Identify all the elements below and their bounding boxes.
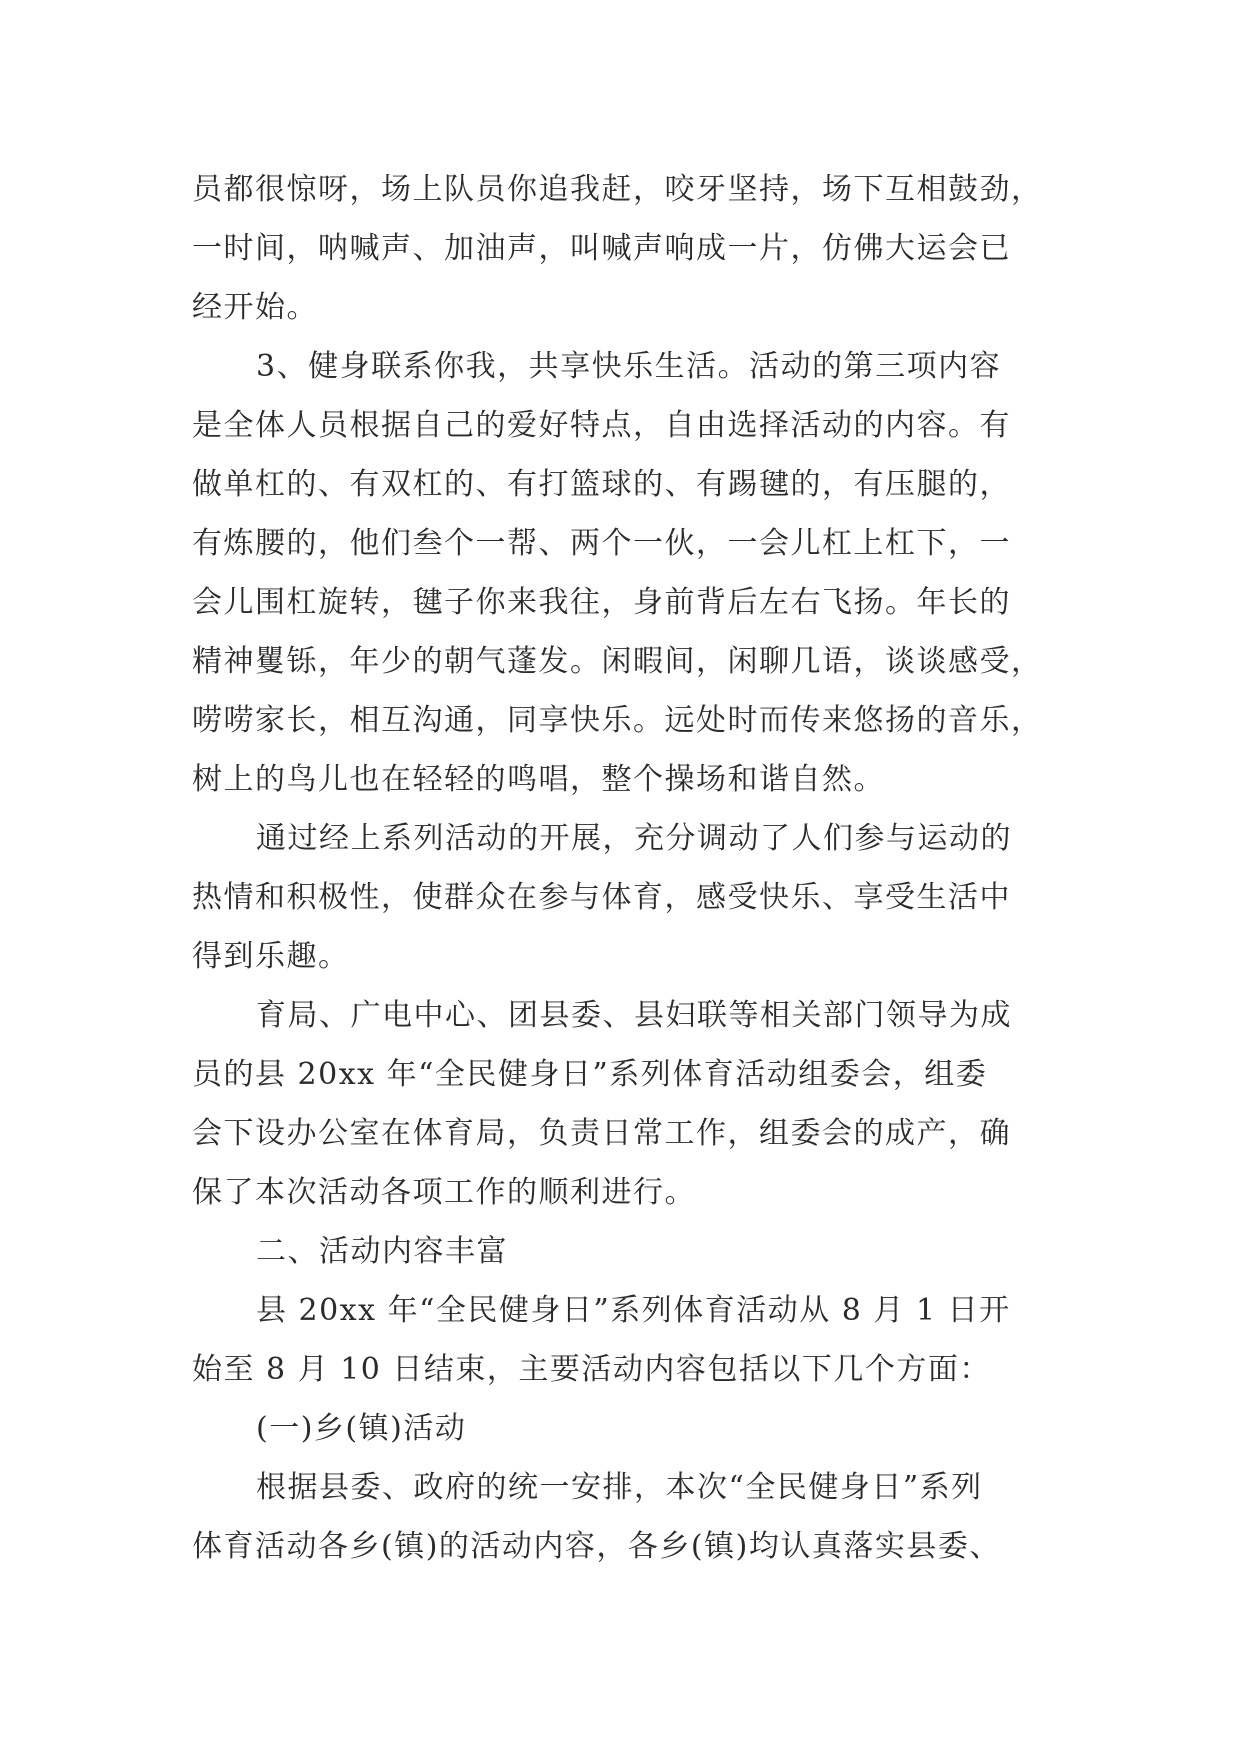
text-line: 体育活动各乡(镇)的活动内容，各乡(镇)均认真落实县委、 xyxy=(192,1529,1001,1564)
text-line: 根据县委、政府的统一安排，本次“全民健身日”系列 xyxy=(256,1470,983,1505)
text-line: 县 20xx 年“全民健身日”系列体育活动从 8 月 1 日开 xyxy=(256,1293,1011,1328)
text-line: 保了本次活动各项工作的顺利进行。 xyxy=(192,1175,696,1210)
document-body xyxy=(192,160,1052,1576)
text-line: 会下设办公室在体育局，负责日常工作，组委会的成产，确 xyxy=(192,1116,1011,1151)
text-line: 树上的鸟儿也在轻轻的鸣唱，整个操场和谐自然。 xyxy=(192,762,885,797)
text-line: 经开始。 xyxy=(192,290,318,325)
text-line: 有炼腰的，他们叁个一帮、两个一伙，一会儿杠上杠下，一 xyxy=(192,526,1011,561)
text-line: 精神矍铄，年少的朝气蓬发。闲暇间，闲聊几语，谈谈感受， xyxy=(192,644,1043,679)
text-line: 唠唠家长，相互沟通，同享快乐。远处时而传来悠扬的音乐， xyxy=(192,703,1043,738)
text-line: 会儿围杠旋转，毽子你来我往，身前背后左右飞扬。年长的 xyxy=(192,585,1011,620)
text-line: 一时间，呐喊声、加油声，叫喊声响成一片，仿佛大运会已 xyxy=(192,231,1011,266)
text-line: 员都很惊呀，场上队员你追我赶，咬牙坚持，场下互相鼓劲， xyxy=(192,172,1043,207)
subsection-heading: (一)乡(镇)活动 xyxy=(256,1411,467,1446)
text-line: 得到乐趣。 xyxy=(192,939,350,974)
text-line: 始至 8 月 10 日结束，主要活动内容包括以下几个方面： xyxy=(192,1352,991,1387)
text-line: 3、健身联系你我，共享快乐生活。活动的第三项内容 xyxy=(256,349,1002,384)
text-line: 是全体人员根据自己的爱好特点，自由选择活动的内容。有 xyxy=(192,408,1011,443)
text-line: 热情和积极性，使群众在参与体育，感受快乐、享受生活中 xyxy=(192,880,1011,915)
text-line: 育局、广电中心、团县委、县妇联等相关部门领导为成 xyxy=(256,998,1012,1033)
text-line: 员的县 20xx 年“全民健身日”系列体育活动组委会，组委 xyxy=(192,1057,988,1092)
text-line: 通过经上系列活动的开展，充分调动了人们参与运动的 xyxy=(256,821,1012,856)
text-line: 做单杠的、有双杠的、有打篮球的、有踢毽的，有压腿的， xyxy=(192,467,1011,502)
section-heading: 二、活动内容丰富 xyxy=(256,1234,508,1269)
